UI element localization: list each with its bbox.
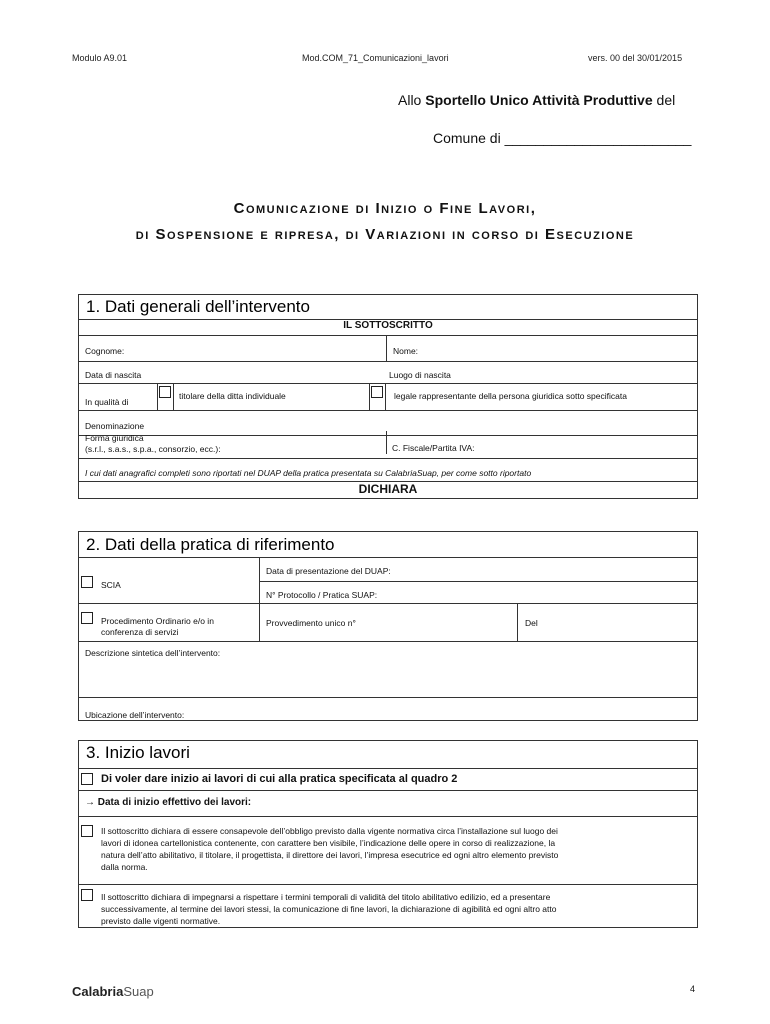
- row-cognome-nome: [79, 335, 697, 361]
- scia-label: SCIA: [101, 580, 121, 590]
- addressee-post: del: [656, 92, 676, 108]
- duap-note: I cui dati anagrafici completi sono riportati nel DUAP della pratica presentata su CalabriaSuap, per come sotto riportato: [85, 468, 532, 478]
- header-doc-name: Mod.COM_71_Comunicazioni_lavori: [302, 53, 449, 63]
- row-procedimento: [79, 603, 697, 641]
- dichiara-row: [79, 481, 697, 499]
- scia-checkbox[interactable]: [81, 576, 93, 588]
- row-voler-dare: [79, 768, 697, 790]
- cf-piva-label: C. Fiscale/Partita IVA:: [392, 443, 475, 453]
- row-denominazione: [79, 410, 697, 454]
- cartellonistica-text: [101, 825, 558, 873]
- calabriasuap-logo: [72, 984, 154, 999]
- cognome-label: Cognome:: [85, 346, 125, 356]
- luogo-nascita-label: Luogo di nascita: [389, 370, 451, 380]
- section-3-table: [78, 740, 698, 928]
- form-title-line-1: Comunicazione di Inizio o Fine Lavori,: [233, 200, 537, 217]
- para1-line-3: natura dell’atto abilitativo, il titolare, il progettista, il direttore dei lavori, l’impresa esecutrice ed ogni altro elemento previsto: [101, 850, 559, 860]
- forma-giuridica-note: (s.r.l., s.a.s., s.p.a., consorzio, ecc.):: [85, 444, 221, 454]
- protocollo-label: N° Protocollo / Pratica SUAP:: [266, 590, 378, 600]
- provvedimento-label: Provvedimento unico n°: [266, 618, 356, 628]
- subtitle-text: IL SOTTOSCRITTO: [343, 320, 433, 331]
- addressee-comune: Comune di ________________________: [433, 130, 692, 146]
- termini-checkbox[interactable]: [81, 889, 93, 901]
- para2-line-3: previsto dalle vigenti normative.: [101, 916, 221, 926]
- row-nascita: [79, 361, 697, 383]
- forma-giuridica-label: Forma giuridica: [85, 433, 144, 443]
- section-2-title: 2. Dati della pratica di riferimento: [86, 535, 335, 554]
- del-label: Del: [525, 618, 538, 628]
- row-scia: [79, 557, 697, 603]
- header-version: vers. 00 del 30/01/2015: [588, 53, 683, 63]
- addressee-pre: Allo: [398, 92, 422, 108]
- section-1-table: [78, 294, 698, 499]
- section-1-subtitle: [79, 319, 697, 335]
- row-qualita: [79, 383, 697, 410]
- titolare-label: titolare della ditta individuale: [179, 391, 286, 401]
- dichiara-heading: DICHIARA: [358, 482, 418, 496]
- descrizione-label: Descrizione sintetica dell’intervento:: [85, 648, 221, 658]
- row-note: [79, 458, 697, 481]
- para1-line-1: Il sottoscritto dichiara di essere consapevole dell’obbligo previsto dalla vigente normativa circa l’installazione sul luogo dei: [101, 826, 558, 836]
- page-number: 4: [690, 984, 696, 994]
- logo-bold: Calabria: [72, 984, 124, 999]
- voler-dare-label: Di voler dare inizio ai lavori di cui alla pratica specificata al quadro 2: [101, 773, 458, 785]
- section-2-table: [78, 531, 698, 721]
- nome-label: Nome:: [393, 346, 419, 356]
- addressee-line-1: [398, 92, 675, 108]
- para1-line-2: lavori di idonea cartellonistica contenente, con carattere ben visibile, l’indicazione delle opere in corso di realizzazione, la: [101, 838, 556, 848]
- data-inizio-label: → Data di inizio effettivo dei lavori:: [85, 797, 252, 808]
- qualita-label: In qualità di: [85, 397, 129, 407]
- row-descrizione: [79, 641, 697, 697]
- para2-line-2: successivamente, al termine dei lavori stessi, la comunicazione di fine lavori, la dichiarazione di agibilità ed ogni altro atto: [101, 904, 557, 914]
- procedimento-checkbox[interactable]: [81, 612, 93, 624]
- procedimento-label-1: Procedimento Ordinario e/o in: [101, 616, 214, 626]
- row-data-inizio: [79, 790, 697, 816]
- para1-line-4: dalla norma.: [101, 862, 148, 872]
- titolare-checkbox[interactable]: [159, 386, 171, 398]
- denominazione-label: Denominazione: [85, 421, 145, 431]
- procedimento-label-2: conferenza di servizi: [101, 627, 179, 637]
- data-presentazione-label: Data di presentazione del DUAP:: [266, 566, 391, 576]
- legale-checkbox[interactable]: [371, 386, 383, 398]
- section-1-title: 1. Dati generali dell’intervento: [86, 297, 310, 316]
- logo-light: Suap: [123, 984, 154, 999]
- form-title-line-2: di Sospensione e ripresa, di Variazioni in corso di Esecuzione: [135, 226, 635, 243]
- termini-text: [101, 891, 556, 927]
- section-3-title: 3. Inizio lavori: [86, 743, 190, 762]
- inizio-lavori-checkbox[interactable]: [81, 773, 93, 785]
- addressee-office: Sportello Unico Attività Produttive: [425, 92, 653, 108]
- row-cartellonistica: [79, 816, 697, 880]
- legale-label: legale rappresentante della persona giuridica sotto specificata: [394, 391, 627, 401]
- data-nascita-label: Data di nascita: [85, 370, 142, 380]
- cartellonistica-checkbox[interactable]: [81, 825, 93, 837]
- row-termini: [79, 884, 697, 928]
- para2-line-1: Il sottoscritto dichiara di impegnarsi a rispettare i termini temporali di validità del titolo abilitativo edilizio, ed a presentare: [101, 892, 551, 902]
- header-module-code: Modulo A9.01: [72, 53, 128, 63]
- row-ubicazione: [79, 697, 697, 721]
- ubicazione-label: Ubicazione dell’intervento:: [85, 710, 185, 720]
